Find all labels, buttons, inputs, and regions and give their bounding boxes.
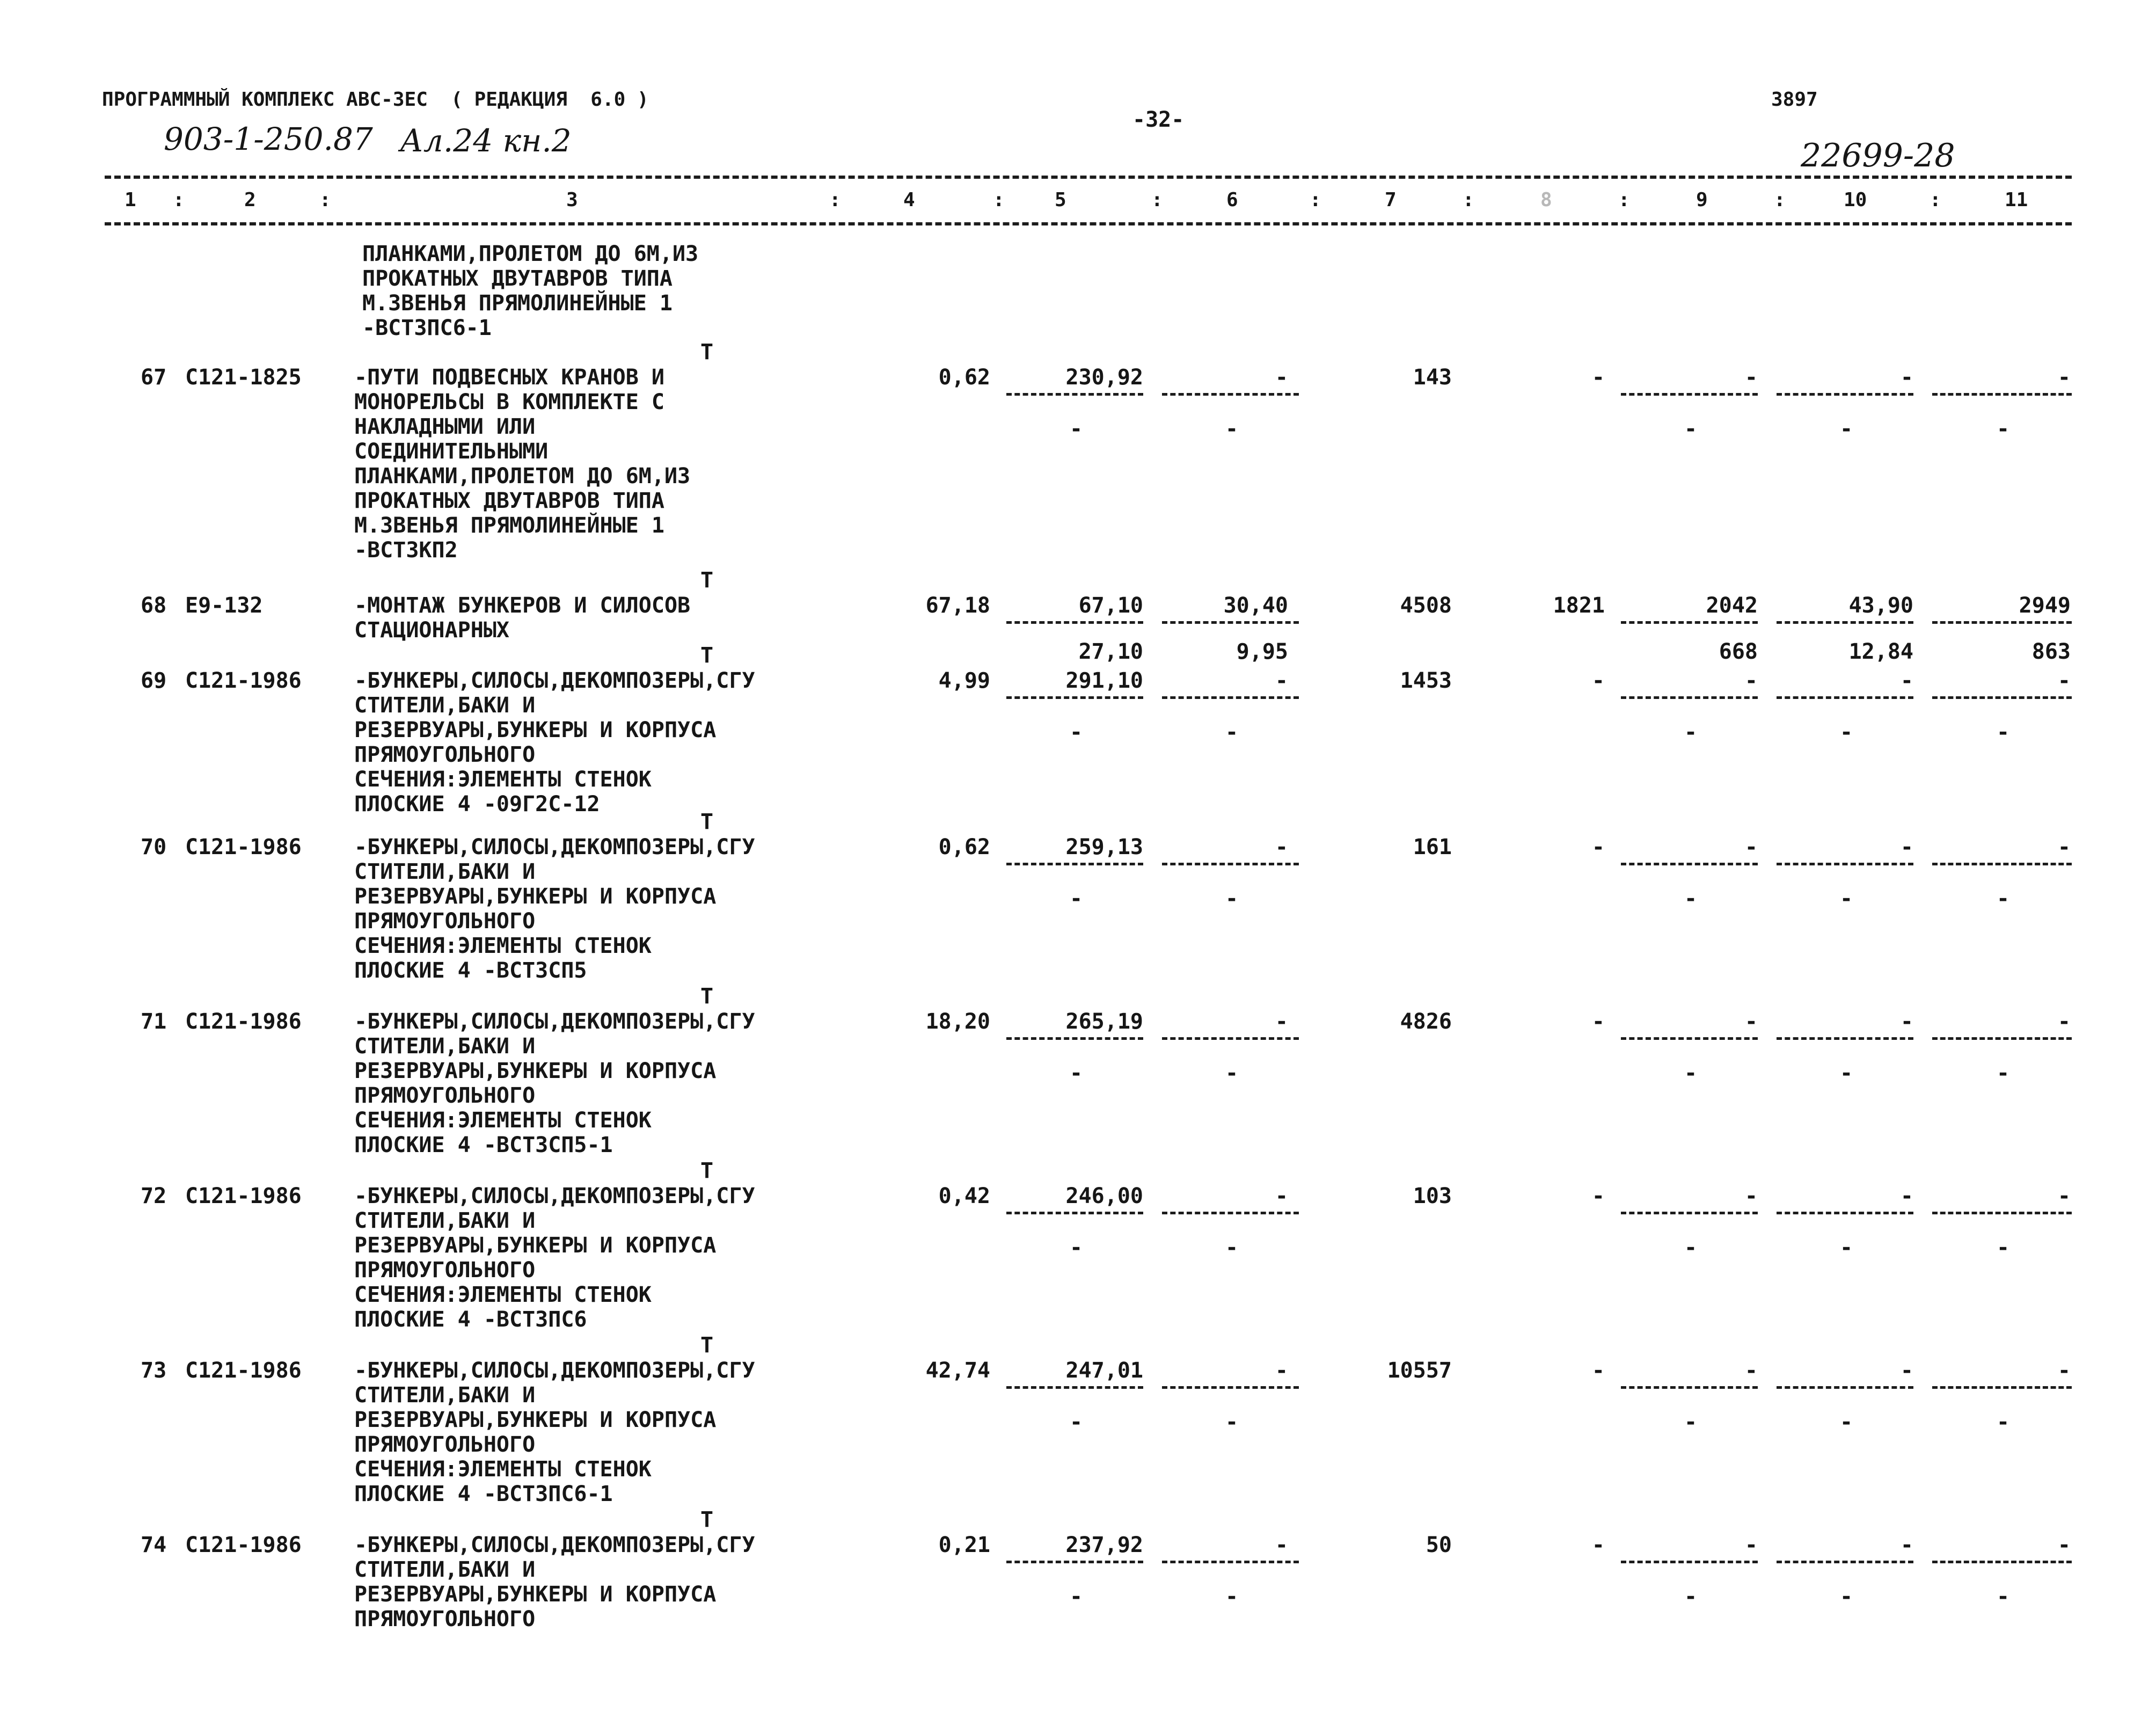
cell-col-9: 2042	[1706, 593, 1758, 618]
subtotal-rule	[1932, 863, 2072, 865]
subtotal-rule	[1162, 1386, 1299, 1389]
cell-col-6-lower: -	[1225, 1061, 1239, 1086]
row-description: -БУНКЕРЫ,СИЛОСЫ,ДЕКОМПОЗЕРЫ,СГУ СТИТЕЛИ,БАКИ И РЕЗЕРВУАРЫ,БУНКЕРЫ И КОРПУСА ПРЯМОУГОЛЬНОГО СЕЧЕНИЯ:ЭЛЕМЕНТЫ СТЕНОК ПЛОСКИЕ 4 -ВСТ3СП5	[354, 835, 755, 983]
cell-col-9-lower: -	[1684, 1235, 1698, 1260]
subtotal-rule	[1621, 863, 1758, 865]
cell-col-8: -	[1591, 365, 1605, 390]
cell-col-9-lower: -	[1684, 1061, 1698, 1086]
cell-col-11-lower: 863	[2031, 639, 2071, 664]
col-header-9: 9	[1696, 189, 1708, 211]
cell-col-4: 0,21	[938, 1533, 990, 1557]
t-marker: T	[700, 984, 714, 1009]
cell-col-8: -	[1591, 668, 1605, 693]
cell-col-6: -	[1275, 835, 1288, 859]
subtotal-rule	[1621, 1037, 1758, 1040]
page-number: -32-	[1132, 107, 1185, 132]
cell-col-11: -	[2057, 668, 2071, 693]
row-code: С121-1986	[185, 1533, 302, 1557]
cell-col-4: 0,62	[938, 835, 990, 859]
subtotal-rule	[1621, 621, 1758, 624]
subtotal-rule	[1162, 393, 1299, 396]
col-separator: :	[1151, 189, 1163, 211]
cell-col-7: 4508	[1400, 593, 1452, 618]
col-separator: :	[1310, 189, 1321, 211]
cell-col-5: 246,00	[1065, 1184, 1143, 1208]
cell-col-6: -	[1275, 1533, 1288, 1557]
subtotal-rule	[1006, 696, 1143, 699]
cell-col-8: -	[1591, 1184, 1605, 1208]
subtotal-rule	[1162, 1037, 1299, 1040]
handwritten-album-ref: Ал.24 кн.2	[400, 122, 572, 159]
subtotal-rule	[1777, 621, 1913, 624]
subtotal-rule	[1932, 1037, 2072, 1040]
cell-col-11-lower: -	[1997, 886, 2010, 911]
cell-col-10: -	[1900, 1009, 1913, 1034]
cell-col-5-lower: 27,10	[1078, 639, 1143, 664]
cell-col-10-lower: -	[1840, 417, 1853, 441]
cell-col-5: 230,92	[1065, 365, 1143, 390]
t-marker: T	[700, 1507, 714, 1532]
subtotal-rule	[1777, 1212, 1913, 1214]
row-code: С121-1986	[185, 1009, 302, 1034]
cell-col-4: 0,42	[938, 1184, 990, 1208]
cell-col-4: 42,74	[925, 1358, 990, 1383]
row-code: С121-1986	[185, 835, 302, 859]
subtotal-rule	[1006, 1386, 1143, 1389]
cell-col-11-lower: -	[1997, 1584, 2010, 1609]
subtotal-rule	[1621, 1386, 1758, 1389]
subtotal-rule	[1932, 1212, 2072, 1214]
cell-col-9-lower: -	[1684, 720, 1698, 745]
cell-col-9: -	[1744, 668, 1758, 693]
cell-col-9: -	[1744, 1533, 1758, 1557]
subtotal-rule	[1777, 1561, 1913, 1563]
cell-col-6: -	[1275, 1184, 1288, 1208]
subtotal-rule	[1777, 863, 1913, 865]
t-marker: T	[700, 643, 714, 668]
continuation-text: ПЛАНКАМИ,ПРОЛЕТОМ ДО 6М,ИЗ ПРОКАТНЫХ ДВУТАВРОВ ТИПА М.ЗВЕНЬЯ ПРЯМОЛИНЕЙНЫЕ 1 -ВСТ3ПС6-1	[362, 242, 699, 340]
cell-col-7: 103	[1413, 1184, 1452, 1208]
cell-col-10-lower: -	[1840, 720, 1853, 745]
cell-col-9-lower: 668	[1719, 639, 1758, 664]
cell-col-11-lower: -	[1997, 1235, 2010, 1260]
col-separator: :	[1618, 189, 1630, 211]
row-code: С121-1986	[185, 1358, 302, 1383]
t-marker: T	[700, 568, 714, 593]
subtotal-rule	[1777, 393, 1913, 396]
subtotal-rule	[1006, 1037, 1143, 1040]
col-header-7: 7	[1385, 189, 1397, 211]
cell-col-11: -	[2057, 1533, 2071, 1557]
cell-col-5: 259,13	[1065, 835, 1143, 859]
col-separator: :	[1463, 189, 1474, 211]
subtotal-rule	[1932, 621, 2072, 624]
cell-col-11: -	[2057, 835, 2071, 859]
row-description: -ПУТИ ПОДВЕСНЫХ КРАНОВ И МОНОРЕЛЬСЫ В КОМПЛЕКТЕ С НАКЛАДНЫМИ ИЛИ СОЕДИНИТЕЛЬНЫМИ ПЛАНКАМИ,ПРОЛЕТОМ ДО 6М,ИЗ ПРОКАТНЫХ ДВУТАВРОВ ТИПА М.ЗВЕНЬЯ ПРЯМОЛИНЕЙНЫЕ 1 -ВСТ3КП2	[354, 365, 691, 563]
cell-col-10-lower: 12,84	[1848, 639, 1913, 664]
cell-col-10: -	[1900, 1358, 1913, 1383]
cell-col-8: -	[1591, 835, 1605, 859]
cell-col-11: -	[2057, 1358, 2071, 1383]
cell-col-5: 237,92	[1065, 1533, 1143, 1557]
cell-col-5: 291,10	[1065, 668, 1143, 693]
sheet-code: 3897	[1771, 89, 1818, 111]
row-description: -БУНКЕРЫ,СИЛОСЫ,ДЕКОМПОЗЕРЫ,СГУ СТИТЕЛИ,БАКИ И РЕЗЕРВУАРЫ,БУНКЕРЫ И КОРПУСА ПРЯМОУГОЛЬНОГО СЕЧЕНИЯ:ЭЛЕМЕНТЫ СТЕНОК ПЛОСКИЕ 4 -ВСТ3ПС6-1	[354, 1358, 755, 1506]
row-description: -БУНКЕРЫ,СИЛОСЫ,ДЕКОМПОЗЕРЫ,СГУ СТИТЕЛИ,БАКИ И РЕЗЕРВУАРЫ,БУНКЕРЫ И КОРПУСА ПРЯМОУГОЛЬНОГО СЕЧЕНИЯ:ЭЛЕМЕНТЫ СТЕНОК ПЛОСКИЕ 4 -ВСТ3ПС6	[354, 1184, 755, 1332]
row-code: С121-1825	[185, 365, 302, 390]
row-description: -БУНКЕРЫ,СИЛОСЫ,ДЕКОМПОЗЕРЫ,СГУ СТИТЕЛИ,БАКИ И РЕЗЕРВУАРЫ,БУНКЕРЫ И КОРПУСА ПРЯМОУГОЛЬНОГО СЕЧЕНИЯ:ЭЛЕМЕНТЫ СТЕНОК ПЛОСКИЕ 4 -ВСТ3СП5-1	[354, 1009, 755, 1157]
col-separator: :	[319, 189, 331, 211]
row-description: -БУНКЕРЫ,СИЛОСЫ,ДЕКОМПОЗЕРЫ,СГУ СТИТЕЛИ,БАКИ И РЕЗЕРВУАРЫ,БУНКЕРЫ И КОРПУСА ПРЯМОУГОЛЬНОГО	[354, 1533, 755, 1631]
row-code: Е9-132	[185, 593, 263, 618]
cell-col-10: -	[1900, 1184, 1913, 1208]
cell-col-6-lower: -	[1225, 886, 1239, 911]
cell-col-10-lower: -	[1840, 1061, 1853, 1086]
cell-col-4: 18,20	[925, 1009, 990, 1034]
cell-col-10-lower: -	[1840, 1584, 1853, 1609]
col-separator: :	[829, 189, 841, 211]
subtotal-rule	[1777, 696, 1913, 699]
cell-col-11: -	[2057, 365, 2071, 390]
cell-col-6-lower: -	[1225, 1235, 1239, 1260]
row-code: С121-1986	[185, 668, 302, 693]
cell-col-11: -	[2057, 1184, 2071, 1208]
subtotal-rule	[1932, 1386, 2072, 1389]
cell-col-8: 1821	[1553, 593, 1605, 618]
cell-col-8: -	[1591, 1009, 1605, 1034]
cell-col-5: 265,19	[1065, 1009, 1143, 1034]
cell-col-10-lower: -	[1840, 1235, 1853, 1260]
cell-col-9: -	[1744, 1009, 1758, 1034]
cell-col-11-lower: -	[1997, 417, 2010, 441]
cell-col-9: -	[1744, 365, 1758, 390]
row-number: 68	[141, 593, 167, 618]
cell-col-6: -	[1275, 1358, 1288, 1383]
cell-col-9-lower: -	[1684, 1584, 1698, 1609]
subtotal-rule	[1162, 1561, 1299, 1563]
subtotal-rule	[1162, 863, 1299, 865]
cell-col-7: 10557	[1387, 1358, 1452, 1383]
col-header-3: 3	[566, 189, 578, 211]
cell-col-4: 4,99	[938, 668, 990, 693]
subtotal-rule	[1006, 393, 1143, 396]
cell-col-6: -	[1275, 1009, 1288, 1034]
row-number: 74	[141, 1533, 167, 1557]
col-header-4: 4	[903, 189, 915, 211]
cell-col-9-lower: -	[1684, 417, 1698, 441]
t-marker: T	[700, 340, 714, 365]
col-header-11: 11	[2005, 189, 2028, 211]
cell-col-5-lower: -	[1070, 417, 1083, 441]
cell-col-5: 67,10	[1078, 593, 1143, 618]
subtotal-rule	[1932, 1561, 2072, 1563]
col-header-10: 10	[1844, 189, 1867, 211]
col-header-8: 8	[1540, 189, 1552, 211]
row-number: 71	[141, 1009, 167, 1034]
subtotal-rule	[1932, 393, 2072, 396]
cell-col-9-lower: -	[1684, 886, 1698, 911]
col-separator: :	[1930, 189, 1941, 211]
cell-col-9: -	[1744, 835, 1758, 859]
cell-col-5-lower: -	[1070, 1584, 1083, 1609]
cell-col-11-lower: -	[1997, 1061, 2010, 1086]
cell-col-5: 247,01	[1065, 1358, 1143, 1383]
cell-col-10: -	[1900, 365, 1913, 390]
subtotal-rule	[1006, 863, 1143, 865]
row-number: 69	[141, 668, 167, 693]
cell-col-9-lower: -	[1684, 1410, 1698, 1434]
col-header-5: 5	[1055, 189, 1066, 211]
cell-col-6-lower: -	[1225, 720, 1239, 745]
cell-col-6-lower: -	[1225, 1410, 1239, 1434]
cell-col-5-lower: -	[1070, 1410, 1083, 1434]
row-number: 73	[141, 1358, 167, 1383]
col-header-6: 6	[1226, 189, 1238, 211]
col-header-1: 1	[125, 189, 136, 211]
cell-col-8: -	[1591, 1358, 1605, 1383]
t-marker: T	[700, 810, 714, 834]
cell-col-11-lower: -	[1997, 720, 2010, 745]
subtotal-rule	[1621, 696, 1758, 699]
cell-col-9: -	[1744, 1358, 1758, 1383]
cell-col-6-lower: -	[1225, 1584, 1239, 1609]
cell-col-5-lower: -	[1070, 1235, 1083, 1260]
subtotal-rule	[1932, 696, 2072, 699]
cell-col-10-lower: -	[1840, 1410, 1853, 1434]
cell-col-6: -	[1275, 668, 1288, 693]
cell-col-11: -	[2057, 1009, 2071, 1034]
cell-col-10: -	[1900, 668, 1913, 693]
cell-col-11-lower: -	[1997, 1410, 2010, 1434]
header-rule-bottom	[105, 222, 2072, 225]
t-marker: T	[700, 1159, 714, 1183]
cell-col-7: 1453	[1400, 668, 1452, 693]
cell-col-5-lower: -	[1070, 1061, 1083, 1086]
cell-col-5-lower: -	[1070, 886, 1083, 911]
cell-col-7: 4826	[1400, 1009, 1452, 1034]
subtotal-rule	[1777, 1386, 1913, 1389]
subtotal-rule	[1777, 1037, 1913, 1040]
subtotal-rule	[1162, 621, 1299, 624]
col-separator: :	[173, 189, 185, 211]
cell-col-9: -	[1744, 1184, 1758, 1208]
t-marker: T	[700, 1333, 714, 1358]
row-number: 70	[141, 835, 167, 859]
cell-col-7: 143	[1413, 365, 1452, 390]
cell-col-6: 30,40	[1223, 593, 1288, 618]
cell-col-4: 0,62	[938, 365, 990, 390]
cell-col-10: -	[1900, 1533, 1913, 1557]
subtotal-rule	[1162, 1212, 1299, 1214]
subtotal-rule	[1621, 393, 1758, 396]
cell-col-5-lower: -	[1070, 720, 1083, 745]
cell-col-8: -	[1591, 1533, 1605, 1557]
col-separator: :	[993, 189, 1005, 211]
row-number: 67	[141, 365, 167, 390]
cell-col-6-lower: -	[1225, 417, 1239, 441]
col-separator: :	[1774, 189, 1786, 211]
cell-col-10: -	[1900, 835, 1913, 859]
cell-col-7: 50	[1426, 1533, 1452, 1557]
subtotal-rule	[1006, 1561, 1143, 1563]
cell-col-4: 67,18	[925, 593, 990, 618]
header-rule-top	[105, 176, 2072, 179]
cell-col-6-lower: 9,95	[1236, 639, 1288, 664]
handwritten-doc-number: 22699-28	[1801, 137, 1955, 174]
row-number: 72	[141, 1184, 167, 1208]
col-header-2: 2	[244, 189, 256, 211]
subtotal-rule	[1006, 621, 1143, 624]
cell-col-10-lower: -	[1840, 886, 1853, 911]
handwritten-project-code: 903-1-250.87	[164, 121, 373, 157]
subtotal-rule	[1621, 1212, 1758, 1214]
cell-col-10: 43,90	[1848, 593, 1913, 618]
cell-col-7: 161	[1413, 835, 1452, 859]
row-code: С121-1986	[185, 1184, 302, 1208]
subtotal-rule	[1006, 1212, 1143, 1214]
subtotal-rule	[1621, 1561, 1758, 1563]
cell-col-6: -	[1275, 365, 1288, 390]
cell-col-11: 2949	[2019, 593, 2071, 618]
subtotal-rule	[1162, 696, 1299, 699]
row-description: -МОНТАЖ БУНКЕРОВ И СИЛОСОВ СТАЦИОНАРНЫХ	[354, 593, 691, 643]
program-title: ПРОГРАММНЫЙ КОМПЛЕКС АВС-3ЕС ( РЕДАКЦИЯ 6.0 )	[102, 89, 649, 111]
row-description: -БУНКЕРЫ,СИЛОСЫ,ДЕКОМПОЗЕРЫ,СГУ СТИТЕЛИ,БАКИ И РЕЗЕРВУАРЫ,БУНКЕРЫ И КОРПУСА ПРЯМОУГОЛЬНОГО СЕЧЕНИЯ:ЭЛЕМЕНТЫ СТЕНОК ПЛОСКИЕ 4 -09Г2С-12	[354, 668, 755, 817]
